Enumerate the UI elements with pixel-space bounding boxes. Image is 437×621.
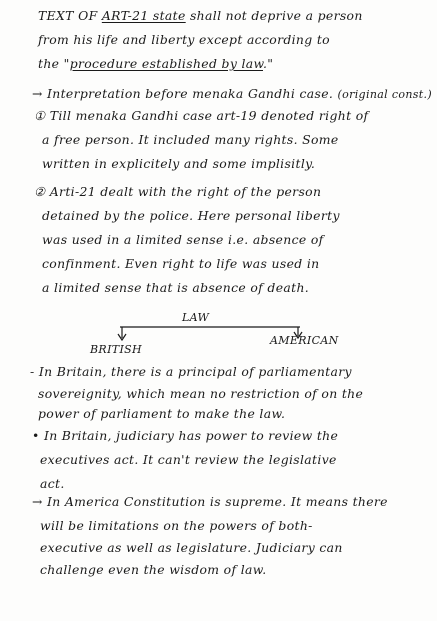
law-tree-british: BRITISH [90,343,142,356]
america-line-4: challenge even the wisdom of law. [40,562,267,577]
point1-line-2: a free person. It included many rights. Some [42,132,339,147]
point2-line-2: detained by the police. Here personal liberty [42,208,340,223]
law-tree-root: LAW [182,311,210,324]
point2-line-4: confinment. Even right to life was used in [42,256,320,271]
art-21-label: ART-21 state [101,8,186,23]
britain-p2-line-3: act. [40,476,65,491]
britain-p1-line-3: power of parliament to make the law. [38,406,286,421]
britain-p2-line-2: executives act. It can't review the legislative [40,452,337,467]
intro-line-1-end: shall not deprive a person [185,8,363,23]
britain-p1-line-2: sovereignity, which mean no restriction of on the [38,386,364,401]
america-line-1: → In America Constitution is supreme. It means there [32,494,388,509]
america-line-3: executive as well as legislature. Judiciary can [40,540,343,555]
intro-line-3-start: the " [38,56,70,71]
point2-line-3: was used in a limited sense i.e. absence of [42,232,324,247]
law-tree-american: AMERICAN [270,334,339,347]
britain-p2-line-1: • In Britain, judiciary has power to review the [32,428,339,443]
intro-line-2: from his life and liberty except according to [38,32,330,47]
interpretation-heading-text: → Interpretation before menaka Gandhi case. [32,86,338,101]
britain-p1-line-1: - In Britain, there is a principal of parliamentary [30,364,352,379]
procedure-established-by-law: procedure established by law [69,56,263,71]
america-line-2: will be limitations on the powers of both- [40,518,313,533]
original-const-note: (original const.) [337,88,433,101]
point1-line-3: written in explicitely and some implisitly. [42,156,316,171]
intro-line-3-end: ." [263,56,274,71]
point1-line-1: ① Till menaka Gandhi case art-19 denoted right of [34,108,369,123]
intro-line-1-start: TEXT OF [38,8,102,23]
point2-line-5: a limited sense that is absence of death. [42,280,310,295]
point2-line-1: ② Arti-21 dealt with the right of the person [34,184,322,199]
